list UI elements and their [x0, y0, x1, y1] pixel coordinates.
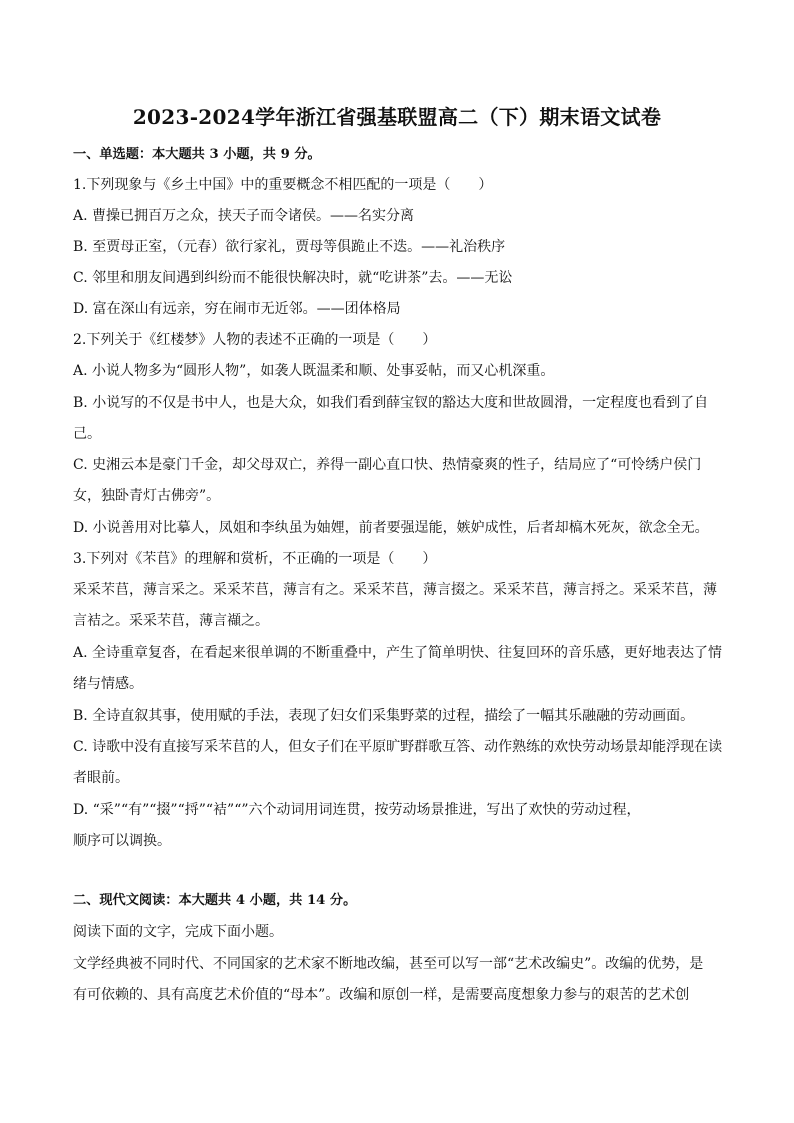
exam-title: 2023-2024学年浙江省强基联盟高二（下）期末语文试卷 — [132, 105, 662, 129]
passage-line2: 有可依赖的、具有高度艺术价值的“母本”。改编和原创一样，是需要高度想象力参与的艰苦的艺术创 — [73, 987, 690, 1003]
q3-stem: 3.下列对《芣苢》的理解和赏析，不正确的一项是（ ） — [73, 551, 437, 567]
section1-heading: 一、单选题：本大题共 3 小题，共 9 分。 — [73, 147, 321, 162]
q2-option-c-line2: 女，独卧青灯古佛旁”。 — [73, 488, 221, 504]
q3-option-a-line1: A. 全诗重章复沓，在看起来很单调的不断重叠中，产生了简单明快、往复回环的音乐感，更好地表达了情 — [73, 645, 723, 661]
q1-option-b: B. 至贾母正室，（元春）欲行家礼，贾母等俱跪止不迭。——礼治秩序 — [73, 239, 506, 255]
q2-option-d: D. 小说善用对比摹人，凤姐和李纨虽为妯娌，前者要强逞能，嫉妒成性，后者却槁木死灰，欲念全无。 — [73, 520, 709, 536]
q3-option-a-line2: 绪与情感。 — [73, 676, 143, 692]
q2-stem: 2.下列关于《红楼梦》人物的表述不正确的一项是（ ） — [73, 332, 437, 348]
q2-option-a: A. 小说人物多为“圆形人物”，如袭人既温柔和顺、处事妥帖，而又心机深重。 — [73, 363, 555, 379]
q3-poem-line2: 言袺之。采采芣苢，薄言襭之。 — [73, 613, 269, 629]
q1-stem: 1.下列现象与《乡土中国》中的重要概念不相匹配的一项是（ ） — [73, 177, 493, 193]
q3-option-d-line2: 顺序可以调换。 — [73, 833, 171, 849]
section2-heading: 二、现代文阅读：本大题共 4 小题，共 14 分。 — [73, 893, 357, 908]
q3-poem-line1: 采采芣苢，薄言采之。采采芣苢，薄言有之。采采芣苢，薄言掇之。采采芣苢，薄言捋之。采采芣苢，薄 — [73, 582, 717, 598]
q2-option-b-line2: 己。 — [73, 426, 101, 442]
q1-option-a: A. 曹操已拥百万之众，挟天子而令诸侯。——名实分离 — [73, 208, 415, 224]
q1-option-c: C. 邻里和朋友间遇到纠纷而不能很快解决时，就“吃讲茶”去。——无讼 — [73, 270, 513, 286]
passage-line1: 文学经典被不同时代、不同国家的艺术家不断地改编，甚至可以写一部“艺术改编史”。改编的优势，是 — [73, 956, 704, 972]
q3-option-b: B. 全诗直叙其事，使用赋的手法，表现了妇女们采集野菜的过程，描绘了一幅其乐融融的劳动画面。 — [73, 708, 695, 724]
q2-option-b-line1: B. 小说写的不仅是书中人，也是大众，如我们看到薛宝钗的豁达大度和世故圆滑，一定程度也看到了自 — [73, 395, 709, 411]
q1-option-d: D. 富在深山有远亲，穷在闹市无近邻。——团体格局 — [73, 301, 401, 317]
q3-option-c-line1: C. 诗歌中没有直接写采芣苢的人，但女子们在平原旷野群歌互答、动作熟练的欢快劳动场景却能浮现在读 — [73, 739, 723, 755]
q3-option-d-line1: D. “采”“有”“掇”“捋”“袺”“”六个动词用词连贯，按劳动场景推进，写出了欢快的劳动过程， — [73, 802, 641, 818]
q3-option-c-line2: 者眼前。 — [73, 770, 129, 786]
q2-option-c-line1: C. 史湘云本是豪门千金，却父母双亡，养得一副心直口快、热情豪爽的性子，结局应了“可怜绣户侯门 — [73, 457, 702, 473]
section2-intro: 阅读下面的文字，完成下面小题。 — [73, 924, 283, 940]
